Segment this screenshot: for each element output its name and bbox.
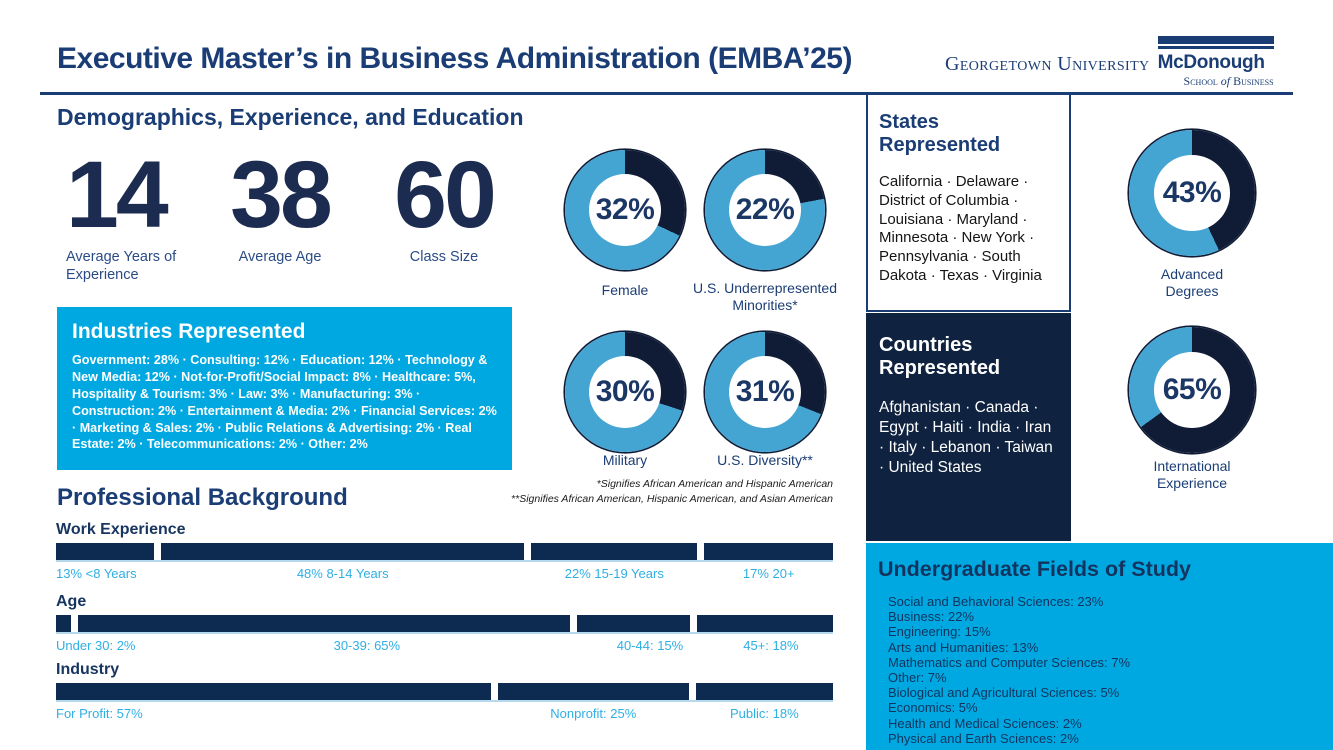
footnote-1: *Signifies African American and Hispanic American: [596, 478, 833, 490]
professional-background-heading: Professional Background: [57, 484, 348, 511]
bar-segment-label: 17% 20+: [742, 566, 795, 581]
bar-segment-label: For Profit: 57%: [56, 706, 143, 721]
undergrad-item: Biological and Agricultural Sciences: 5%: [888, 685, 1120, 701]
donut-hole: [1154, 352, 1230, 428]
states-title: States Represented: [879, 111, 1001, 156]
bar-segment-label: Public: 18%: [730, 706, 799, 721]
georgetown-mcdonough-logo: [945, 36, 1274, 89]
demographics-heading: Demographics, Experience, and Education: [57, 104, 524, 130]
footnotes: [500, 477, 833, 506]
donut-label-diversity: U.S. Diversity**: [717, 452, 813, 468]
bar-segment-label: 13% <8 Years: [56, 566, 137, 581]
bar-segment-label: 22% 15-19 Years: [564, 566, 664, 581]
donut-value: 32%: [595, 193, 655, 226]
stat-value: 60: [394, 142, 494, 248]
stat-label: Class Size: [409, 249, 479, 266]
undergrad-item: Mathematics and Computer Sciences: 7%: [888, 654, 1131, 670]
sob-word-business: Business: [1233, 74, 1274, 88]
undergrad-list: [888, 594, 1321, 746]
stat-label: Average Years of Experience: [66, 249, 177, 283]
bar-chart-title: Work Experience: [56, 521, 186, 538]
stat-years-experience: [66, 142, 178, 284]
donut-hole: [1154, 155, 1230, 231]
page-title: Executive Master’s in Business Administration (EMBA’25): [57, 42, 852, 75]
undergrad-title: Undergraduate Fields of Study: [878, 557, 1191, 581]
donut-label-advanced-degrees: Advanced Degrees: [1160, 266, 1224, 299]
bar-chart-title: Age: [56, 593, 87, 610]
bar-segment-label: 48% 8-14 Years: [296, 566, 389, 581]
states-list: California · Delaware · District of Columbia · Louisiana · Maryland · Minnesota · New York · Pennsylvania · South Dakota · Texas · Virginia: [879, 173, 1042, 284]
undergrad-item: Economics: 5%: [888, 700, 978, 716]
bar-segment: [56, 615, 71, 632]
bar-segment: [161, 543, 524, 560]
undergrad-item: Other: 7%: [888, 670, 947, 686]
donut-chart-female: [565, 150, 685, 270]
industry-bar-chart: [56, 661, 833, 721]
donut-value: 43%: [1162, 176, 1222, 209]
donut-hole: [729, 356, 801, 428]
states-represented-box: [866, 93, 1071, 312]
bar-segments-row: [56, 683, 833, 702]
countries-represented-box: [866, 313, 1071, 541]
bar-segment-label: Nonprofit: 25%: [550, 706, 637, 721]
donut-hole: [729, 174, 801, 246]
bar-segment-label: 30-39: 65%: [333, 638, 401, 653]
donut-label-military: Military: [602, 452, 648, 468]
countries-list: Afghanistan · Canada · Egypt · Haiti · India · Iran · Italy · Lebanon · Taiwan · United States: [879, 399, 1053, 477]
bar-segment: [498, 683, 689, 700]
undergraduate-fields-box: [866, 543, 1333, 750]
georgetown-university-wordmark: Georgetown University: [945, 53, 1150, 75]
bar-labels-row: [56, 706, 833, 721]
bar-segment: [704, 543, 833, 560]
donut-chart-military: [565, 332, 685, 452]
header-divider-line: [40, 92, 1293, 95]
donut-value: 65%: [1162, 373, 1222, 406]
stat-value: 14: [66, 142, 166, 248]
bar-chart-title: Industry: [56, 661, 120, 678]
mcdonough-block: [1158, 36, 1274, 89]
bar-segments-row: [56, 615, 833, 634]
stat-class-size: [390, 142, 498, 267]
bar-segment: [56, 683, 491, 700]
donut-hole: [589, 356, 661, 428]
bar-segment-label: Under 30: 2%: [56, 638, 136, 653]
bar-segment: [56, 543, 154, 560]
school-of-business-wordmark: [1158, 74, 1274, 89]
logo-bar-thick: [1158, 36, 1274, 44]
donut-value: 22%: [735, 193, 795, 226]
footnote-2: **Signifies African American, Hispanic American, and Asian American: [511, 492, 833, 505]
bar-segment: [696, 683, 833, 700]
donut-chart-advanced-degrees: [1129, 130, 1255, 256]
industries-title: Industries Represented: [72, 320, 306, 343]
countries-title: Countries Represented: [879, 334, 1001, 379]
logo-bar-thin: [1158, 46, 1274, 49]
undergrad-item: Physical and Earth Sciences: 2%: [888, 730, 1079, 746]
stat-label: Average Age: [238, 249, 322, 266]
bar-labels-row: [56, 566, 833, 581]
donut-value: 31%: [735, 375, 795, 408]
bar-labels-row: [56, 638, 833, 653]
donut-chart-us-diversity: [705, 332, 825, 452]
donut-hole: [589, 174, 661, 246]
industries-represented-box: [57, 307, 512, 470]
undergrad-item: Engineering: 15%: [888, 624, 991, 640]
sob-word-school: School: [1183, 74, 1218, 88]
undergrad-item: Social and Behavioral Sciences: 23%: [888, 594, 1104, 609]
undergrad-item: Arts and Humanities: 13%: [888, 639, 1039, 655]
donut-label-minorities: U.S. Underrepresented Minorities*: [693, 280, 837, 313]
bar-segment: [577, 615, 690, 632]
sob-word-of: of: [1220, 74, 1231, 88]
donut-chart-international-experience: [1129, 327, 1255, 453]
donut-chart-us-underrepresented-minorities: [705, 150, 825, 270]
bar-segment-label: 45+: 18%: [743, 638, 799, 653]
mcdonough-wordmark: McDonough: [1157, 52, 1265, 73]
stat-value: 38: [230, 142, 330, 248]
industries-text: Government: 28% · Consulting: 12% · Education: 12% · Technology & New Media: 12% · Not-for-Profit/Social Impact: 8% · Healthcare: 5%, Hospitality & Tourism: 3% · Law: 3% · Manufacturing: 3% · Construction: 2% · Entertainment & Media: 2% · Financial Services: 2% · Marketing & Sales: 2% · Public Relations & Advertising: 2% · Real Estate: 2% · Telecommunications: 2% · Other: 2%: [72, 353, 497, 452]
bar-segment-label: 40-44: 15%: [616, 638, 684, 653]
bar-segments-row: [56, 543, 833, 562]
undergrad-item: Health and Medical Sciences: 2%: [888, 715, 1082, 731]
donut-label-international-experience: International Experience: [1153, 458, 1231, 491]
work-experience-bar-chart: [56, 521, 833, 581]
donut-value: 30%: [595, 375, 655, 408]
bar-segment: [697, 615, 833, 632]
donut-label-female: Female: [601, 282, 649, 298]
bar-segment: [531, 543, 697, 560]
undergrad-item: Business: 22%: [888, 609, 974, 625]
age-bar-chart: [56, 593, 833, 653]
bar-segment: [78, 615, 569, 632]
stat-average-age: [224, 142, 336, 267]
